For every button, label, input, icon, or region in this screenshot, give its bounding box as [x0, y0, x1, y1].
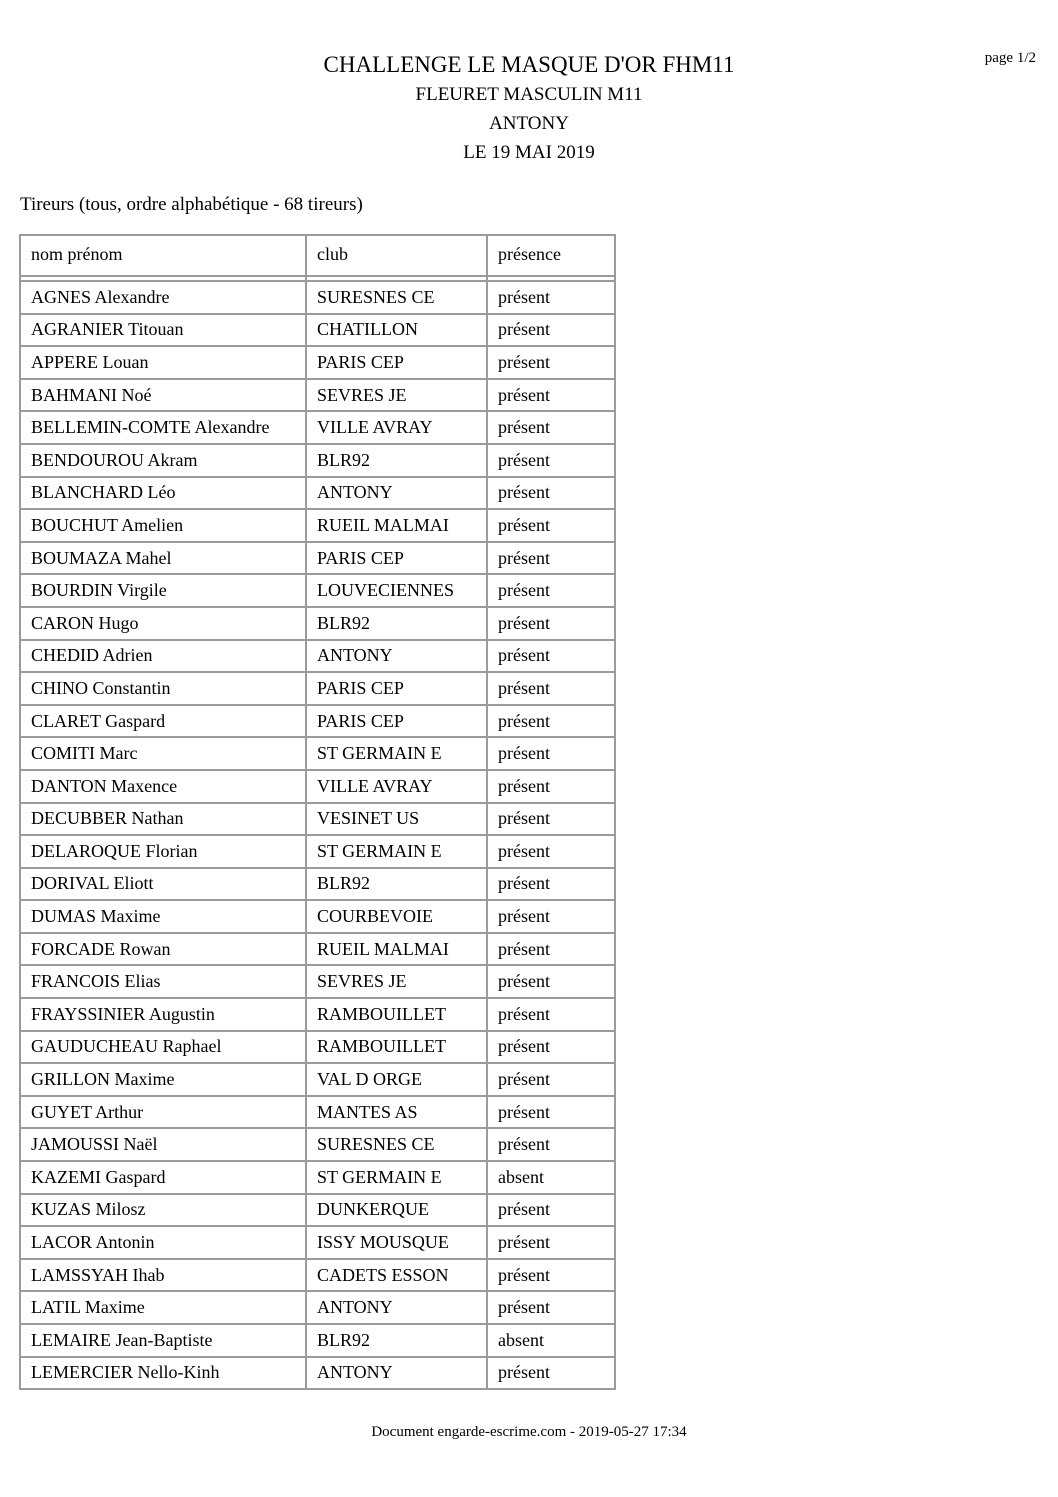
table-row: [21, 1227, 616, 1260]
table-row: [21, 1260, 616, 1293]
fencer-presence: présent: [488, 673, 616, 706]
fencer-presence: présent: [488, 1064, 616, 1097]
fencer-club: BLR92: [307, 869, 488, 902]
table-row: [21, 478, 616, 511]
fencer-presence: présent: [488, 510, 616, 543]
fencer-name: COMITI Marc: [21, 738, 307, 771]
table-row: [21, 1064, 616, 1097]
fencer-presence: présent: [488, 869, 616, 902]
fencer-name: GUYET Arthur: [21, 1097, 307, 1130]
table-row: [21, 706, 616, 739]
fencer-presence: présent: [488, 412, 616, 445]
table-row: [21, 412, 616, 445]
fencer-presence: présent: [488, 1097, 616, 1130]
fencer-presence: présent: [488, 1195, 616, 1228]
table-row: [21, 738, 616, 771]
fencer-name: DORIVAL Eliott: [21, 869, 307, 902]
fencer-name: AGRANIER Titouan: [21, 315, 307, 348]
fencer-name: LAMSSYAH Ihab: [21, 1260, 307, 1293]
fencer-presence: présent: [488, 282, 616, 315]
fencer-club: PARIS CEP: [307, 347, 488, 380]
fencer-club: VILLE AVRAY: [307, 412, 488, 445]
fencer-presence: présent: [488, 966, 616, 999]
fencer-club: RUEIL MALMAI: [307, 934, 488, 967]
column-header-presence: présence: [488, 236, 616, 277]
fencer-presence: présent: [488, 315, 616, 348]
table-row: [21, 445, 616, 478]
fencer-club: SURESNES CE: [307, 1129, 488, 1162]
fencer-presence: présent: [488, 1358, 616, 1391]
fencer-name: BOURDIN Virgile: [21, 575, 307, 608]
fencer-club: ANTONY: [307, 641, 488, 674]
fencer-name: KUZAS Milosz: [21, 1195, 307, 1228]
column-header-club: club: [307, 236, 488, 277]
fencer-club: ST GERMAIN E: [307, 1162, 488, 1195]
fencer-club: BLR92: [307, 1325, 488, 1358]
fencer-club: RAMBOUILLET: [307, 999, 488, 1032]
fencer-club: MANTES AS: [307, 1097, 488, 1130]
fencer-club: PARIS CEP: [307, 706, 488, 739]
table-row: [21, 869, 616, 902]
fencer-name: BELLEMIN-COMTE Alexandre: [21, 412, 307, 445]
fencer-presence: présent: [488, 804, 616, 837]
document-header: [0, 50, 1058, 167]
fencer-name: JAMOUSSI Naël: [21, 1129, 307, 1162]
fencers-table: [19, 234, 616, 1390]
table-row: [21, 1292, 616, 1325]
fencer-name: LACOR Antonin: [21, 1227, 307, 1260]
table-row: [21, 380, 616, 413]
table-row: [21, 1195, 616, 1228]
fencer-presence: présent: [488, 575, 616, 608]
table-row: [21, 836, 616, 869]
table-row: [21, 1358, 616, 1391]
fencer-presence: présent: [488, 608, 616, 641]
fencer-club: ANTONY: [307, 1358, 488, 1391]
table-row: [21, 1325, 616, 1358]
fencer-club: RUEIL MALMAI: [307, 510, 488, 543]
competition-title: CHALLENGE LE MASQUE D'OR FHM11: [323, 52, 735, 77]
column-header-name: nom prénom: [21, 236, 307, 277]
fencer-name: BOUMAZA Mahel: [21, 543, 307, 576]
fencer-club: ST GERMAIN E: [307, 738, 488, 771]
fencer-club: SEVRES JE: [307, 966, 488, 999]
fencer-name: DUMAS Maxime: [21, 901, 307, 934]
fencer-presence: présent: [488, 771, 616, 804]
fencer-name: BOUCHUT Amelien: [21, 510, 307, 543]
fencer-club: DUNKERQUE: [307, 1195, 488, 1228]
document-footer: Document engarde-escrime.com - 2019-05-27 17:34: [371, 1424, 687, 1440]
fencer-name: BENDOUROU Akram: [21, 445, 307, 478]
fencer-presence: présent: [488, 478, 616, 511]
table-row: [21, 771, 616, 804]
page-number: page 1/2: [984, 50, 1036, 66]
fencer-presence: présent: [488, 1292, 616, 1325]
fencer-presence: présent: [488, 445, 616, 478]
fencer-name: CARON Hugo: [21, 608, 307, 641]
fencer-presence: présent: [488, 1227, 616, 1260]
fencer-name: DELAROQUE Florian: [21, 836, 307, 869]
fencer-name: GAUDUCHEAU Raphael: [21, 1032, 307, 1065]
fencer-club: LOUVECIENNES: [307, 575, 488, 608]
table-row: [21, 1032, 616, 1065]
table-row: [21, 510, 616, 543]
fencer-name: BLANCHARD Léo: [21, 478, 307, 511]
table-row: [21, 1097, 616, 1130]
fencer-name: GRILLON Maxime: [21, 1064, 307, 1097]
fencer-name: KAZEMI Gaspard: [21, 1162, 307, 1195]
fencer-club: VAL D ORGE: [307, 1064, 488, 1097]
table-row: [21, 282, 616, 315]
fencer-presence: présent: [488, 543, 616, 576]
fencer-presence: présent: [488, 1129, 616, 1162]
fencer-presence: présent: [488, 706, 616, 739]
fencer-name: CHINO Constantin: [21, 673, 307, 706]
fencer-name: CLARET Gaspard: [21, 706, 307, 739]
location: ANTONY: [489, 113, 569, 134]
fencer-presence: absent: [488, 1162, 616, 1195]
weapon-category: FLEURET MASCULIN M11: [415, 84, 643, 105]
table-row: [21, 999, 616, 1032]
fencer-presence: présent: [488, 641, 616, 674]
fencer-club: VILLE AVRAY: [307, 771, 488, 804]
fencer-name: DECUBBER Nathan: [21, 804, 307, 837]
fencer-club: ANTONY: [307, 1292, 488, 1325]
fencer-club: COURBEVOIE: [307, 901, 488, 934]
fencer-club: SURESNES CE: [307, 282, 488, 315]
table-row: [21, 804, 616, 837]
fencer-name: FRANCOIS Elias: [21, 966, 307, 999]
fencer-club: BLR92: [307, 445, 488, 478]
fencer-presence: présent: [488, 1260, 616, 1293]
fencer-name: LEMAIRE Jean-Baptiste: [21, 1325, 307, 1358]
table-row: [21, 673, 616, 706]
fencer-club: ISSY MOUSQUE: [307, 1227, 488, 1260]
table-row: [21, 315, 616, 348]
fencer-name: APPERE Louan: [21, 347, 307, 380]
fencer-name: LEMERCIER Nello-Kinh: [21, 1358, 307, 1391]
fencer-presence: absent: [488, 1325, 616, 1358]
section-title: Tireurs (tous, ordre alphabétique - 68 tireurs): [20, 194, 363, 215]
fencer-name: CHEDID Adrien: [21, 641, 307, 674]
table-row: [21, 1129, 616, 1162]
fencer-presence: présent: [488, 999, 616, 1032]
table-row: [21, 347, 616, 380]
fencer-club: PARIS CEP: [307, 543, 488, 576]
table-row: [21, 1162, 616, 1195]
fencer-club: RAMBOUILLET: [307, 1032, 488, 1065]
fencer-presence: présent: [488, 836, 616, 869]
fencer-club: CADETS ESSON: [307, 1260, 488, 1293]
fencer-presence: présent: [488, 738, 616, 771]
fencer-name: AGNES Alexandre: [21, 282, 307, 315]
table-row: [21, 901, 616, 934]
fencer-club: ST GERMAIN E: [307, 836, 488, 869]
fencer-club: BLR92: [307, 608, 488, 641]
fencer-name: FRAYSSINIER Augustin: [21, 999, 307, 1032]
fencer-club: ANTONY: [307, 478, 488, 511]
table-row: [21, 608, 616, 641]
fencer-presence: présent: [488, 380, 616, 413]
fencer-club: SEVRES JE: [307, 380, 488, 413]
table-row: [21, 641, 616, 674]
table-row: [21, 934, 616, 967]
fencer-presence: présent: [488, 901, 616, 934]
fencer-presence: présent: [488, 934, 616, 967]
fencer-club: PARIS CEP: [307, 673, 488, 706]
table-row: [21, 543, 616, 576]
event-date: LE 19 MAI 2019: [463, 142, 595, 163]
fencer-club: VESINET US: [307, 804, 488, 837]
table-header-row: [21, 236, 616, 277]
table-row: [21, 575, 616, 608]
fencer-name: FORCADE Rowan: [21, 934, 307, 967]
fencer-presence: présent: [488, 1032, 616, 1065]
fencer-presence: présent: [488, 347, 616, 380]
table-row: [21, 966, 616, 999]
fencer-name: DANTON Maxence: [21, 771, 307, 804]
fencer-name: LATIL Maxime: [21, 1292, 307, 1325]
fencer-club: CHATILLON: [307, 315, 488, 348]
fencer-name: BAHMANI Noé: [21, 380, 307, 413]
